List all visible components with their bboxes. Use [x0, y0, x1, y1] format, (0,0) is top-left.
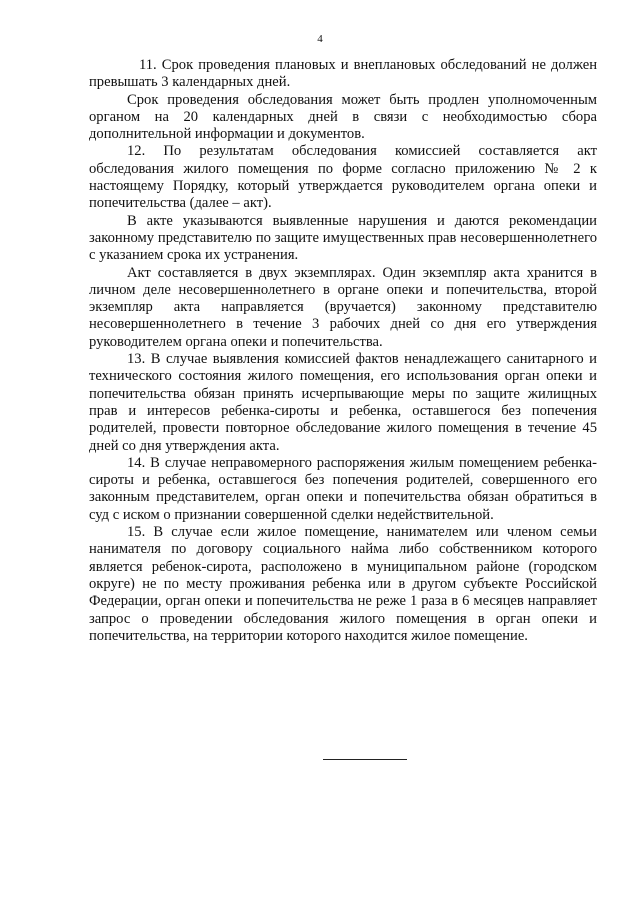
page-number: 4 [317, 33, 323, 45]
paragraph-14: 14. В случае неправомерного распоряжения жилым помещением ребенка-сироты и ребенка, оставшегося без попечения родителей, совершенного его законным представителем, орган опеки и попечительства обязан обратиться в суд с иском о признании совершенной сделки недействительной. [89, 454, 597, 523]
paragraph-11-extension: Срок проведения обследования может быть продлен уполномоченным органом на 20 календарных дней в связи с необходимостью сбора дополнительной информации и документов. [89, 91, 597, 143]
paragraph-13: 13. В случае выявления комиссией фактов ненадлежащего санитарного и технического состояния жилого помещения, его использования орган опеки и попечительства обязан принять исчерпывающие меры по защите жилищных прав и интересов ребенка-сироты и ребенка, оставшегося без попечения родителей, провести повторное обследование жилого помещения в течение 45 дней со дня утверждения акта. [89, 351, 597, 454]
paragraph-12: 12. По результатам обследования комиссией составляется акт обследования жилого помещения по форме согласно приложению № 2 к настоящему Порядку, который утверждается руководителем органа опеки и попечительства (далее – акт). [89, 143, 597, 212]
end-divider-line [323, 759, 407, 760]
paragraph-15: 15. В случае если жилое помещение, нанимателем или членом семьи нанимателя по договору социального найма либо собственником которого является ребенок-сирота, расположено в муниципальном районе (городском округе) не по месту проживания ребенка или в другом субъекте Российской Федерации, орган опеки и попечительства не реже 1 раза в 6 месяцев направляет запрос о проведении обследования жилого помещения в орган опеки и попечительства, на территории которого находится жилое помещение. [89, 524, 597, 644]
paragraph-11: 11. Срок проведения плановых и внеплановых обследований не должен превышать 3 календарных дней. [89, 57, 597, 91]
paragraph-12-violations: В акте указываются выявленные нарушения и даются рекомендации законному представителю по защите имущественных прав несовершеннолетнего с указанием срока их устранения. [89, 212, 597, 264]
document-body [89, 57, 597, 645]
paragraph-12-copies: Акт составляется в двух экземплярах. Один экземпляр акта хранится в личном деле несовершеннолетнего в органе опеки и попечительства, второй экземпляр акта направляется (вручается) законному представителю несовершеннолетнего в течение 3 рабочих дней со дня его утверждения руководителем органа опеки и попечительства. [89, 264, 597, 350]
